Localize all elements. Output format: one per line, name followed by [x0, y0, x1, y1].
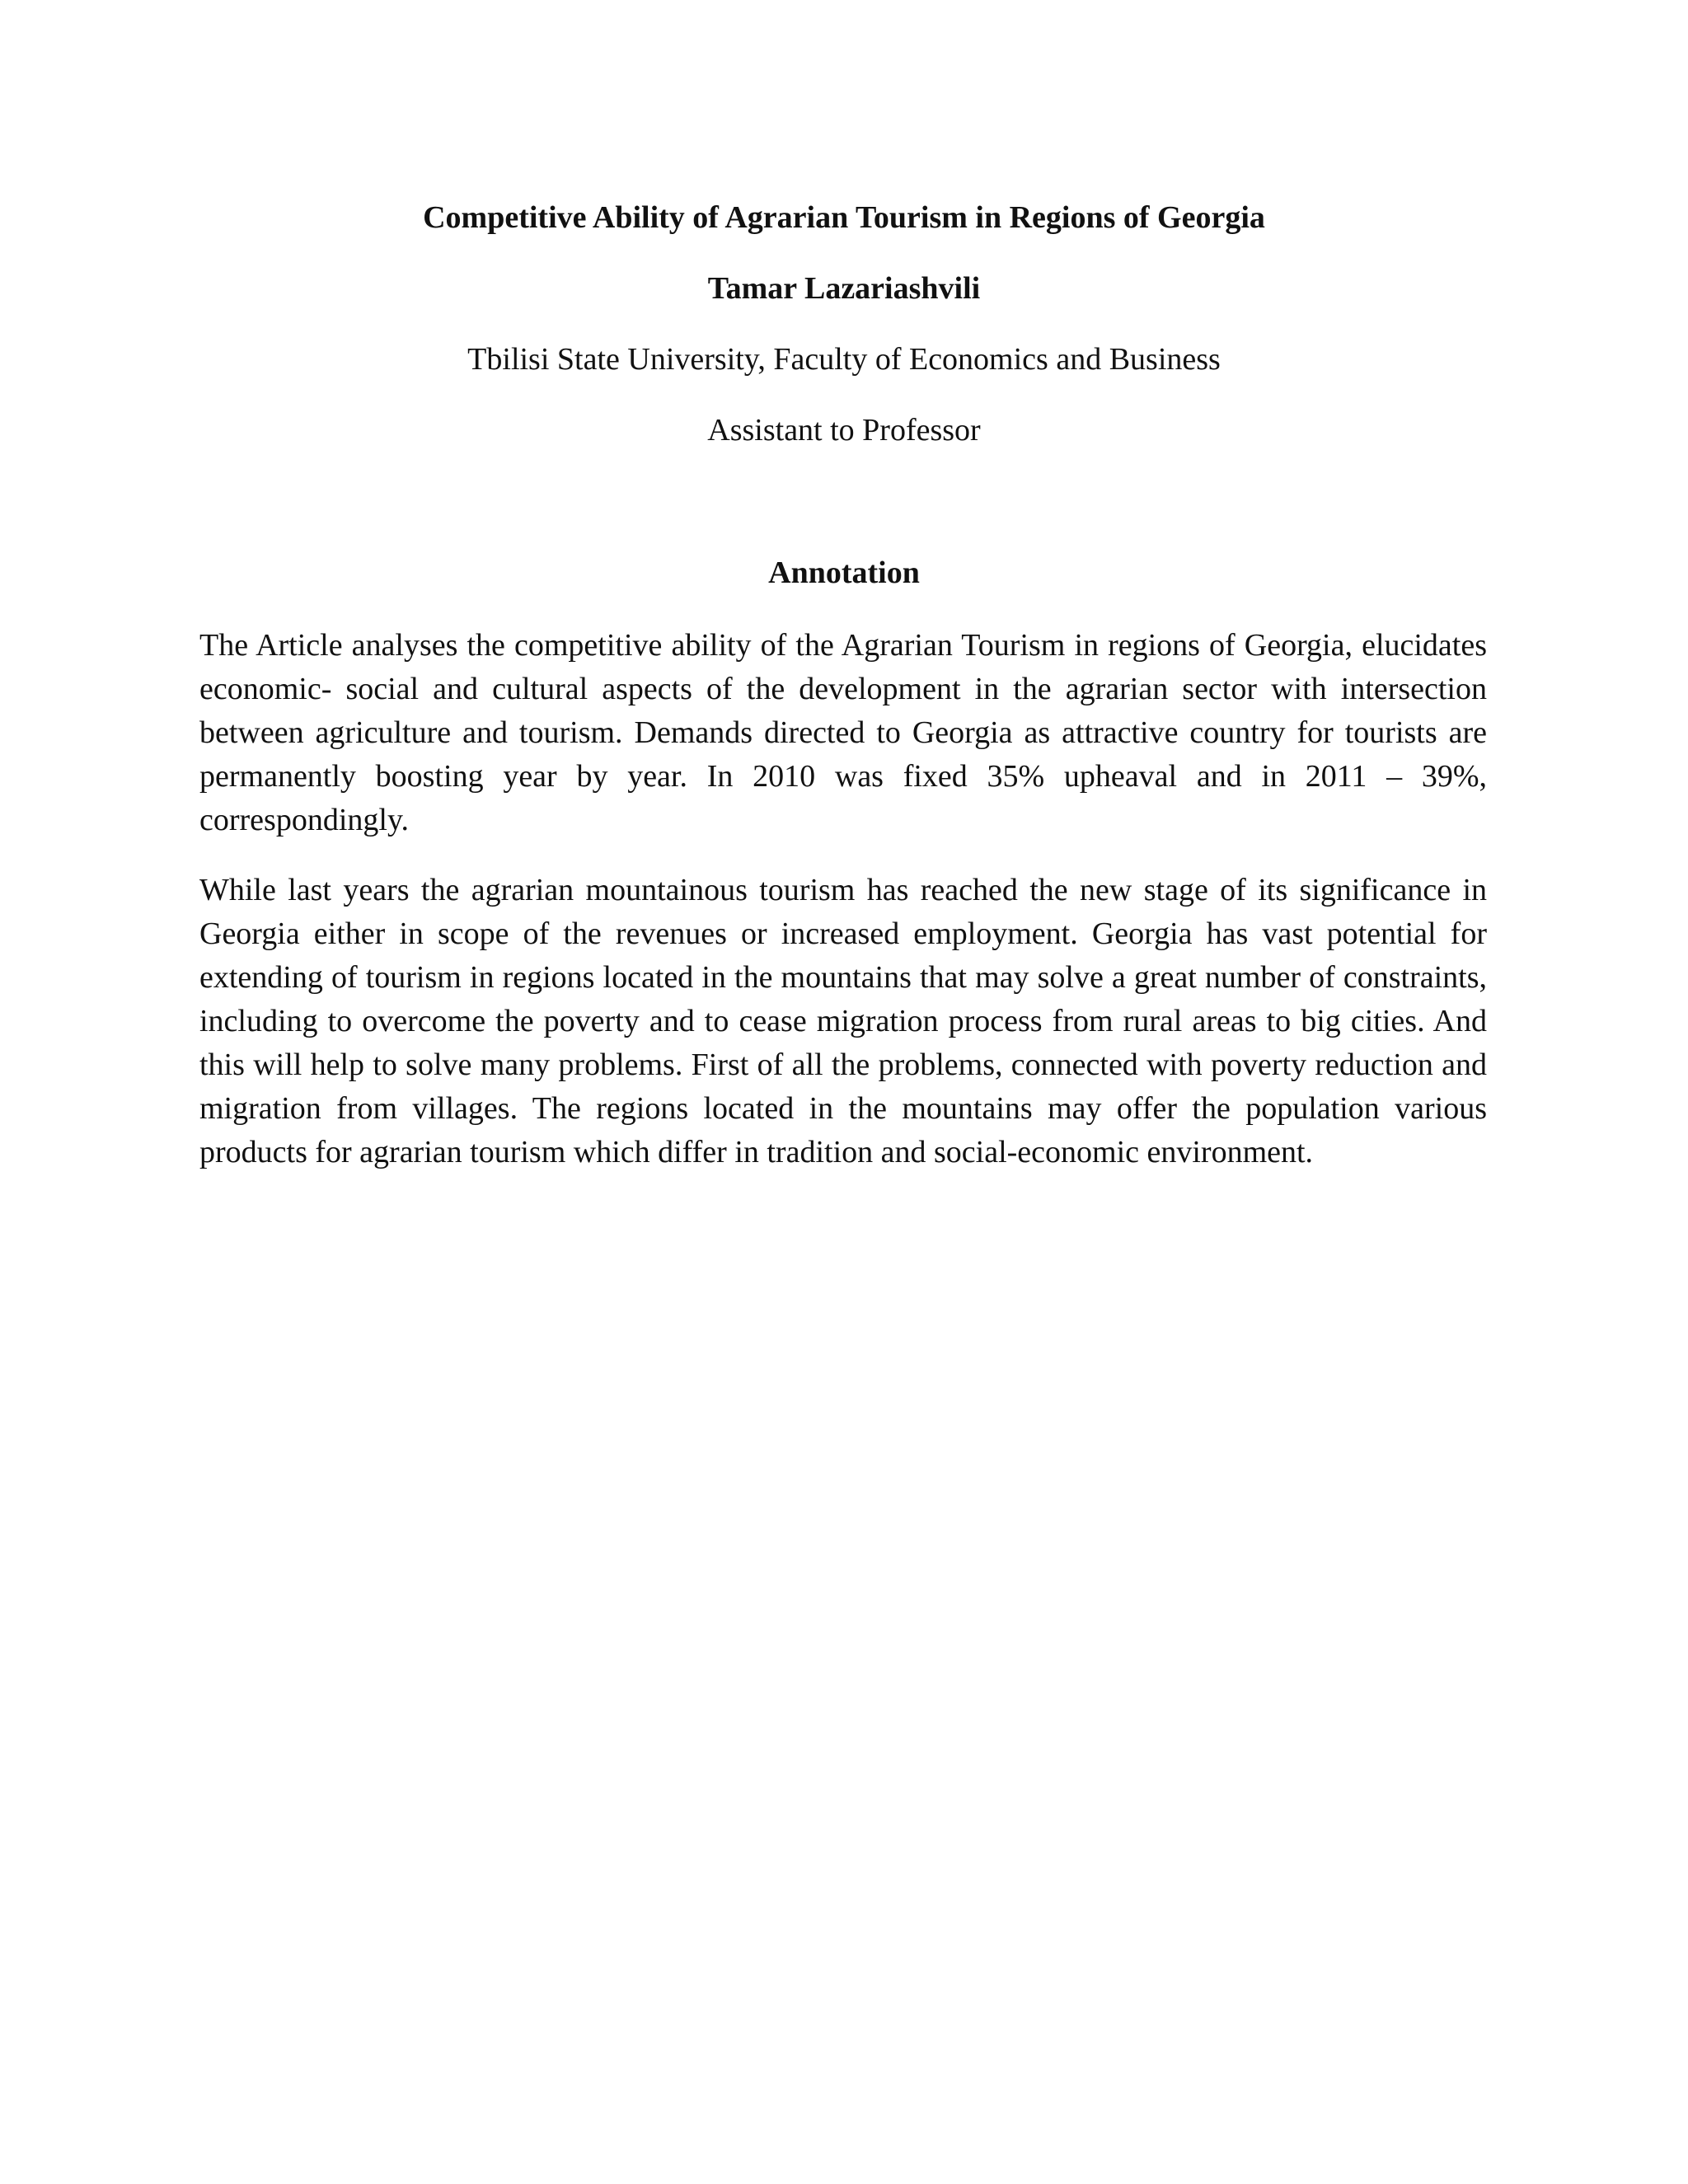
annotation-heading: Annotation: [768, 555, 920, 590]
author-affiliation: Tbilisi State University, Faculty of Economics and Business: [467, 342, 1221, 377]
paper-title: Competitive Ability of Agrarian Tourism in Regions of Georgia: [423, 200, 1265, 235]
author-name: Tamar Lazariashvili: [707, 271, 981, 306]
author-position: Assistant to Professor: [707, 413, 981, 448]
annotation-paragraph-2: While last years the agrarian mountainous tourism has reached the new stage of its significance in Georgia either in scope of the revenues or increased employment. Georgia has vast potential for extending of tourism in regions located in the mountains that may solve a great number of constraints, including to overcome the poverty and to cease migration process from rural areas to big cities. And this will help to solve many problems. First of all the problems, connected with poverty reduction and migration from villages. The regions located in the mountains may offer the population various products for agrarian tourism which differ in tradition and social-economic environment.: [199, 873, 1487, 1169]
annotation-paragraph-1: The Article analyses the competitive ability of the Agrarian Tourism in regions of Georgia, elucidates economic- social and cultural aspects of the development in the agrarian sector with intersection between agriculture and tourism. Demands directed to Georgia as attractive country for tourists are permanently boosting year by year. In 2010 was fixed 35% upheaval and in 2011 – 39%, correspondingly.: [199, 628, 1487, 837]
